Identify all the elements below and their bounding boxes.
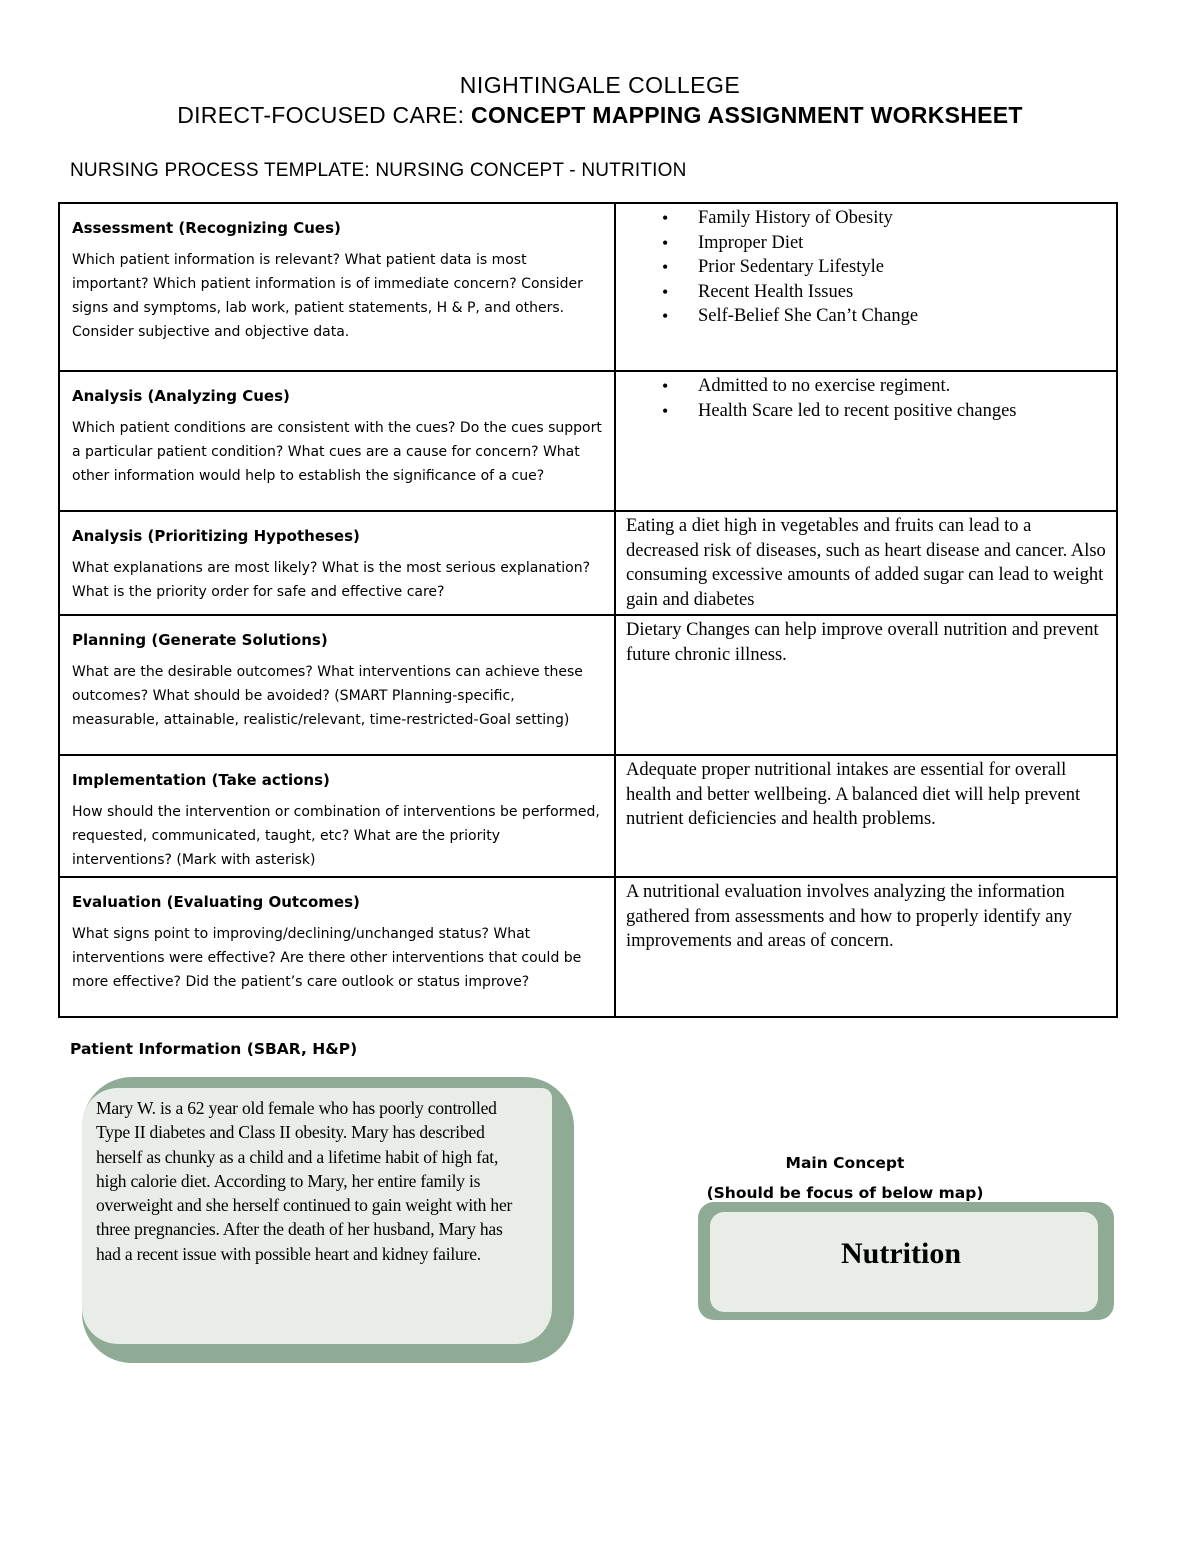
list-item: • Admitted to no exercise regiment. [698, 374, 1106, 399]
worksheet-title-prefix: DIRECT-FOCUSED CARE: [177, 102, 472, 128]
question-cell [59, 371, 615, 511]
question-cell [59, 755, 615, 877]
main-concept-label [700, 1148, 990, 1208]
row-prompt: What are the desirable outcomes? What interventions can achieve these outcomes? What should be avoided? (SMART Planning-specific, measurable, attainable, realistic/relevant, time-restricted-Goal setting) [72, 664, 583, 728]
list-item: • Self-Belief She Can’t Change [698, 304, 1106, 329]
row-title: Planning (Generate Solutions) [72, 631, 328, 649]
row-prompt: How should the intervention or combination of interventions be performed, requested, communicated, taught, etc? What are the priority interventions? (Mark with asterisk) [72, 804, 600, 868]
answer-cell[interactable] [615, 371, 1117, 511]
main-concept-value[interactable]: Nutrition [841, 1237, 961, 1270]
row-prompt: What signs point to improving/declining/unchanged status? What interventions were effective? Are there other interventions that could be more effective? Did the patient’s care outlook or status improve? [72, 926, 582, 990]
bullet-list [626, 374, 1106, 423]
row-title: Evaluation (Evaluating Outcomes) [72, 893, 360, 911]
patient-info-label: Patient Information (SBAR, H&P) [70, 1040, 358, 1058]
main-concept-subheading: (Should be focus of below map) [706, 1184, 984, 1202]
answer-cell[interactable]: Dietary Changes can help improve overall nutrition and prevent future chronic illness. [615, 615, 1117, 755]
answer-cell[interactable]: A nutritional evaluation involves analyzing the information gathered from assessments and how to properly identify any improvements and areas of concern. [615, 877, 1117, 1017]
table-row [59, 615, 1117, 755]
row-title: Implementation (Take actions) [72, 771, 330, 789]
nursing-process-table [58, 202, 1118, 1018]
worksheet-title [0, 100, 1200, 130]
document-header [0, 70, 1200, 130]
question-cell [59, 511, 615, 615]
list-item: • Family History of Obesity [698, 206, 1106, 231]
row-prompt: Which patient conditions are consistent with the cues? Do the cues support a particular patient condition? What cues are a cause for concern? What other information would help to establish the significance of a cue? [72, 420, 602, 484]
list-item: • Recent Health Issues [698, 280, 1106, 305]
row-prompt: What explanations are most likely? What is the most serious explanation? What is the priority order for safe and effective care? [72, 560, 591, 600]
row-prompt: Which patient information is relevant? What patient data is most important? Which patient information is of immediate concern? Consider signs and symptoms, lab work, patient statements, H & P, and others. Consider subjective and objective data. [72, 252, 583, 340]
answer-cell[interactable]: Eating a diet high in vegetables and fruits can lead to a decreased risk of diseases, such as heart disease and cancer. Also consuming excessive amounts of added sugar can lead to weight gain and diabetes [615, 511, 1117, 615]
bullet-list [626, 206, 1106, 329]
list-item: • Improper Diet [698, 231, 1106, 256]
college-name: NIGHTINGALE COLLEGE [459, 72, 741, 98]
answer-cell[interactable] [615, 203, 1117, 371]
worksheet-title-bold: CONCEPT MAPPING ASSIGNMENT WORKSHEET [471, 102, 1023, 128]
list-item: • Prior Sedentary Lifestyle [698, 255, 1106, 280]
table-row [59, 203, 1117, 371]
row-title: Assessment (Recognizing Cues) [72, 219, 341, 237]
question-cell [59, 203, 615, 371]
patient-info-text[interactable]: Mary W. is a 62 year old female who has poorly controlled Type II diabetes and Class II obesity. Mary has described herself as chunky as a child and a lifetime habit of high fat, high calorie diet. According to Mary, her entire family is overweight and she herself continued to gain weight with her three pregnancies. After the death of her husband, Mary has had a recent issue with possible heart and kidney failure. [96, 1098, 513, 1264]
answer-cell[interactable]: Adequate proper nutritional intakes are essential for overall health and better wellbeing. A balanced diet will help prevent nutrient deficiencies and health problems. [615, 755, 1117, 877]
template-line: NURSING PROCESS TEMPLATE: NURSING CONCEPT - NUTRITION [70, 160, 687, 181]
list-item: • Health Scare led to recent positive changes [698, 399, 1106, 424]
table-row [59, 511, 1117, 615]
row-title: Analysis (Prioritizing Hypotheses) [72, 527, 360, 545]
question-cell [59, 877, 615, 1017]
table-row [59, 755, 1117, 877]
table-row [59, 877, 1117, 1017]
table-row [59, 371, 1117, 511]
row-title: Analysis (Analyzing Cues) [72, 387, 290, 405]
question-cell [59, 615, 615, 755]
main-concept-heading: Main Concept [785, 1154, 905, 1172]
